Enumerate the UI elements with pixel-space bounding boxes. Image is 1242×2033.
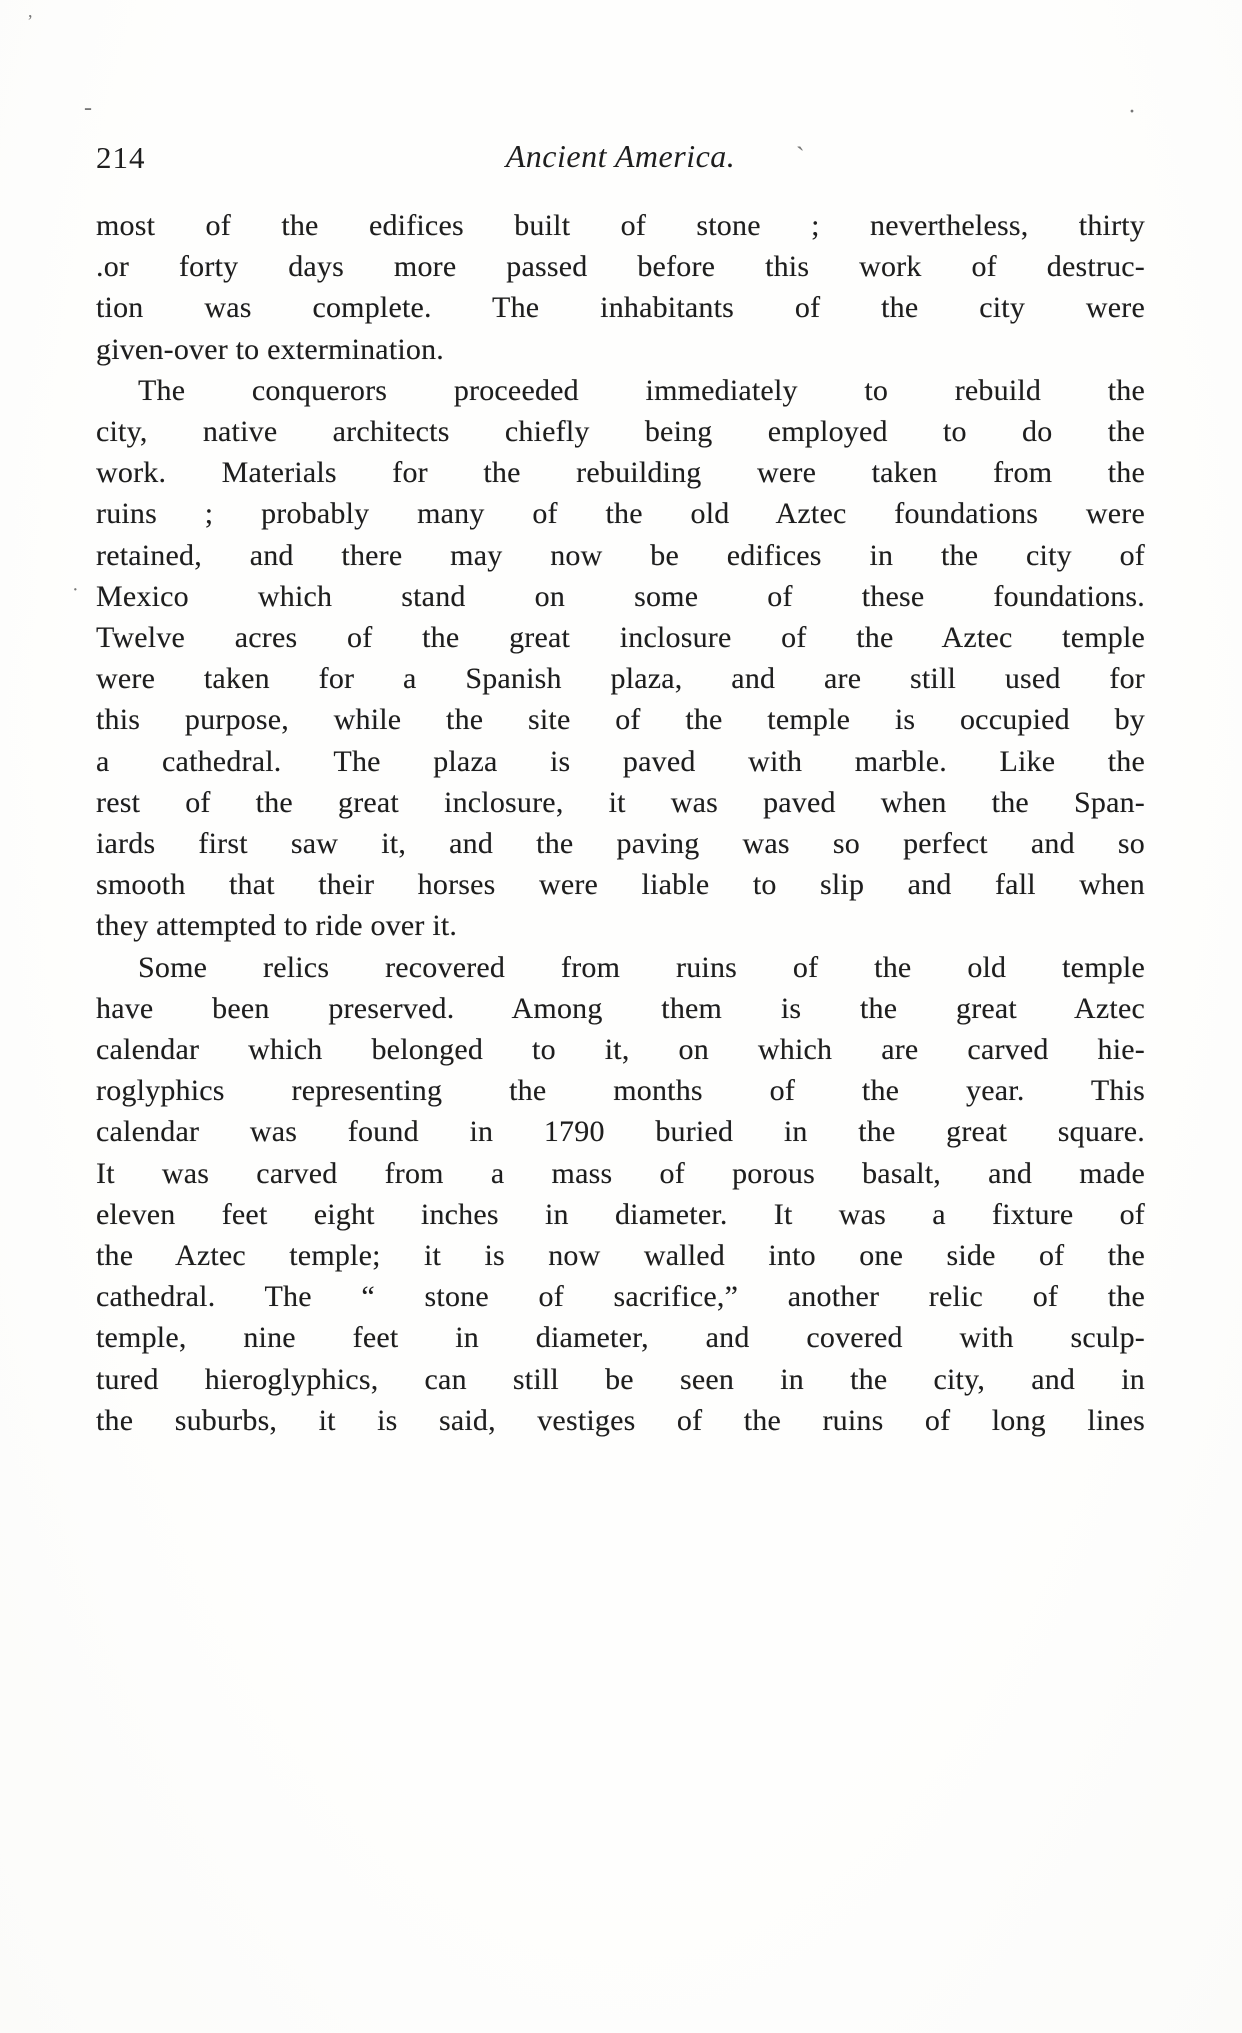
paragraph: [96, 205, 1145, 370]
text-line: calendar which belonged to it, on which are carved hie-: [96, 1033, 1145, 1067]
text-line: the Aztec temple; it is now walled into one side of the: [96, 1239, 1145, 1273]
text-line: eleven feet eight inches in diameter. It was a fixture of: [96, 1197, 1145, 1231]
text-line: city, native architects chiefly being employed to do the: [96, 415, 1145, 449]
scan-artifact: ·: [72, 579, 79, 601]
text-line: temple, nine feet in diameter, and covered with sculp-: [96, 1321, 1145, 1355]
scan-artifact: -: [84, 95, 92, 121]
running-title: Ancient America.: [505, 138, 736, 174]
page-number: 214: [96, 140, 146, 175]
text-line: cathedral. The “ stone of sacrifice,” another relic of the: [96, 1280, 1145, 1314]
text-line: a cathedral. The plaza is paved with marble. Like the: [96, 744, 1145, 778]
text-line: Twelve acres of the great inclosure of the Aztec temple: [96, 621, 1145, 655]
page-body: [96, 205, 1145, 1441]
paragraph: [96, 947, 1145, 1441]
text-line: tion was complete. The inhabitants of the city were: [96, 291, 1145, 325]
text-line: smooth that their horses were liable to slip and fall when: [96, 868, 1145, 902]
text-line: the suburbs, it is said, vestiges of the ruins of long lines: [96, 1403, 1145, 1437]
text-line: given-over to extermination.: [96, 332, 444, 366]
text-line: It was carved from a mass of porous basalt, and made: [96, 1156, 1145, 1190]
paragraph: [96, 370, 1145, 947]
text-line: they attempted to ride over it.: [96, 909, 458, 943]
text-line: retained, and there may now be edifices in the city of: [96, 538, 1145, 572]
text-line: were taken for a Spanish plaza, and are still used for: [96, 662, 1145, 696]
text-line: this purpose, while the site of the temple is occupied by: [96, 703, 1145, 737]
page-header: [96, 138, 1145, 184]
text-line: iards first saw it, and the paving was so perfect and so: [96, 827, 1145, 861]
text-line: work. Materials for the rebuilding were taken from the: [96, 456, 1145, 490]
text-line: calendar was found in 1790 buried in the great square.: [96, 1115, 1145, 1149]
scan-artifact: ,: [28, 1, 33, 21]
scan-artifact: ·: [1128, 99, 1136, 125]
text-line: have been preserved. Among them is the great Aztec: [96, 991, 1145, 1025]
text-line: .or forty days more passed before this work of destruc-: [96, 250, 1145, 284]
text-line: tured hieroglyphics, can still be seen in the city, and in: [96, 1362, 1145, 1396]
text-line: roglyphics representing the months of the year. This: [96, 1074, 1145, 1108]
scan-artifact: `: [796, 142, 805, 171]
text-line: ruins ; probably many of the old Aztec foundations were: [96, 497, 1145, 531]
text-line: Mexico which stand on some of these foundations.: [96, 579, 1145, 613]
text-line: Some relics recovered from ruins of the old temple: [138, 950, 1145, 984]
text-line: The conquerors proceeded immediately to rebuild the: [138, 373, 1145, 407]
text-line: most of the edifices built of stone ; nevertheless, thirty: [96, 209, 1145, 242]
text-line: rest of the great inclosure, it was paved when the Span-: [96, 785, 1145, 819]
